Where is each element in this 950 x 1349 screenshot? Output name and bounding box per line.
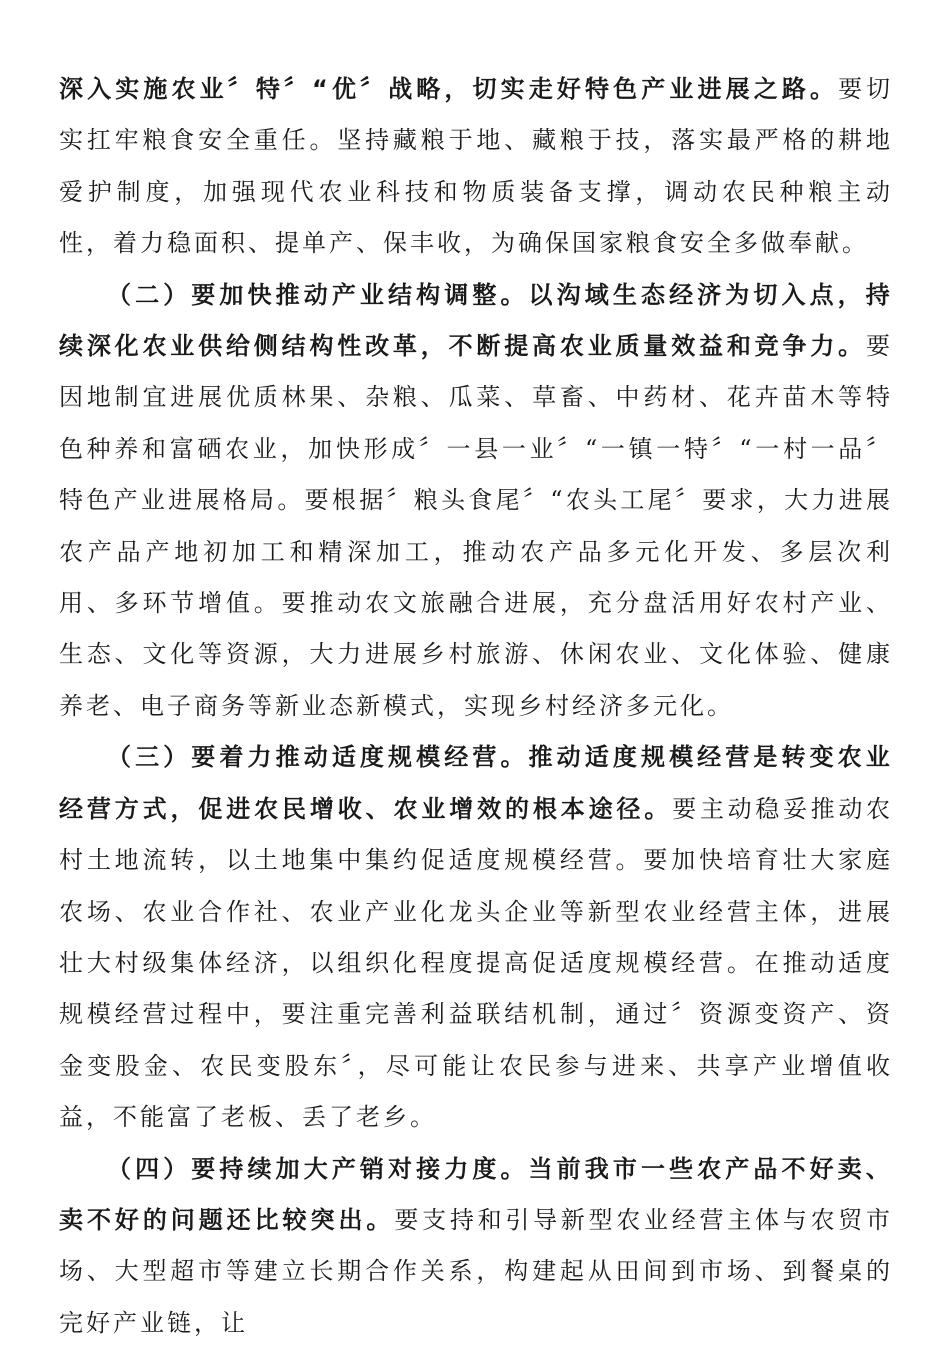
paragraph-2-bold-lead: （二）要加快推动产业结构调整。以沟域生态经济为切入点，持续深化农业供给侧结构性改革，不断提高农业质量效益和竞争力。 (59, 280, 893, 361)
paragraph-3 (59, 732, 893, 1143)
paragraph-3-body: 要主动稳妥推动农村土地流转，以土地集中集约促适度规模经营。要加快培育壮大家庭农场、农业合作社、农业产业化龙头企业等新型农业经营主体，进展壮大村级集体经济，以组织化程度提高促适度规模经营。在推动适度规模经营过程中，要注重完善利益联结机制，通过〞资源变资产、资金变股金、农民变股东〞，尽可能让农民参与进来、共享产业增值收益，不能富了老板、丢了老乡。 (59, 794, 893, 1132)
paragraph-4-bold-lead: （四）要持续加大产销对接力度。当前我市一些农产品不好卖、卖不好的问题还比较突出。 (59, 1154, 893, 1234)
paragraph-4 (59, 1144, 893, 1349)
paragraph-1-body: 要切实扛牢粮食安全重任。坚持藏粮于地、藏粮于技，落实最严格的耕地爱护制度，加强现代农业科技和物质装备支撑，调动农民种粮主动性，着力稳面积、提单产、保丰收，为确保国家粮食安全多做奉献。 (59, 75, 893, 258)
paragraph-2 (59, 270, 893, 733)
paragraph-2-body: 要因地制宜进展优质林果、杂粮、瓜菜、草畜、中药材、花卉苗木等特色种养和富硒农业，加快形成〞一县一业〞“一镇一特〞“一村一品〞特色产业进展格局。要根据〞粮头食尾〞“农头工尾〞要求，大力进展农产品产地初加工和精深加工，推动农产品多元化开发、多层次利用、多环节增值。要推动农文旅融合进展，充分盘活用好农村产业、生态、文化等资源，大力进展乡村旅游、休闲农业、文化体验、健康养老、电子商务等新业态新模式，实现乡村经济多元化。 (59, 332, 893, 720)
paragraph-3-bold-lead: （三）要着力推动适度规模经营。推动适度规模经营是转变农业经营方式，促进农民增收、农业增效的根本途径。 (59, 743, 893, 823)
paragraph-4-body: 要支持和引导新型农业经营主体与农贸市场、大型超市等建立长期合作关系，构建起从田间到市场、到餐桌的完好产业链，让 (59, 1205, 894, 1337)
paragraph-1 (59, 64, 893, 270)
paragraph-1-bold-lead: 深入实施农业〞特〞“优〞战略，切实走好特色产业进展之路。 (59, 75, 839, 103)
document-page (59, 64, 893, 1349)
